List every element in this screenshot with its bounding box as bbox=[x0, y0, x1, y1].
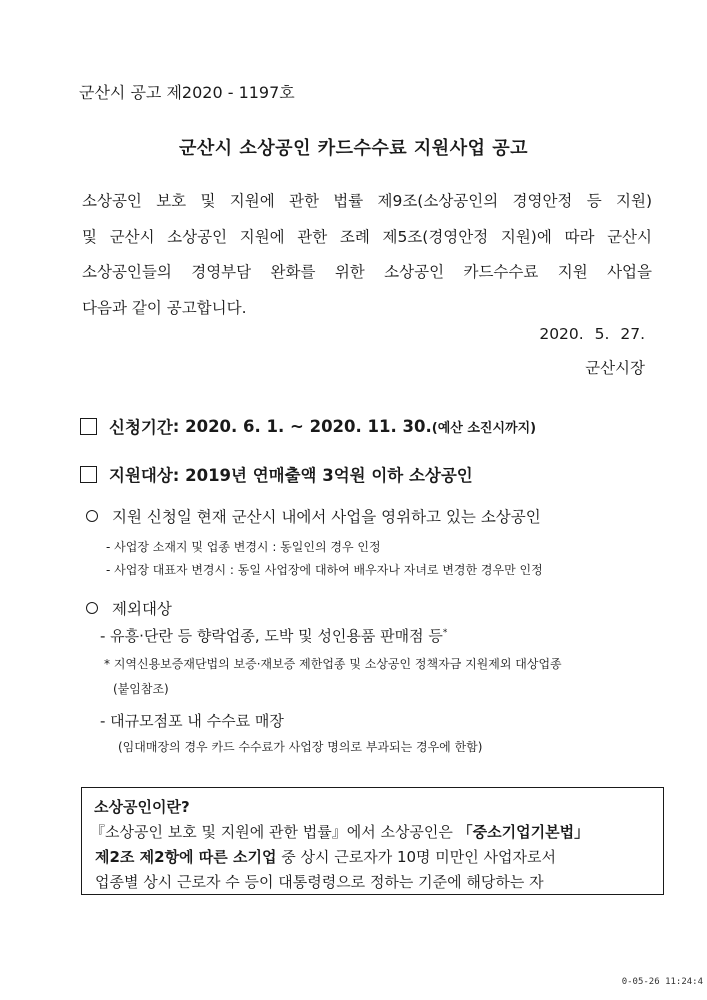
exclusion-item bbox=[100, 625, 447, 646]
definition-law-name: 「중소기업기본법」 bbox=[457, 823, 590, 841]
body-line: 소상공인 보호 및 지원에 관한 법률 제9조(소상공인의 경영안정 등 지원) bbox=[82, 192, 652, 210]
fax-timestamp: 0-05-26 11:24:4 bbox=[621, 977, 703, 987]
definition-line bbox=[95, 846, 556, 867]
eligibility-subitem: - 사업장 대표자 변경시 : 동일 사업장에 대하여 배우자나 자녀로 변경한 경우만 인정 bbox=[106, 563, 543, 577]
circle-bullet-icon bbox=[86, 510, 98, 522]
definition-line: 업종별 상시 근로자 수 등이 대통령령으로 정하는 기준에 해당하는 자 bbox=[95, 873, 544, 891]
exclusion-item: - 대규모점포 내 수수료 매장 bbox=[100, 712, 284, 730]
definition-line bbox=[90, 821, 589, 842]
checkbox-square-icon bbox=[80, 466, 97, 483]
document-title: 군산시 소상공인 카드수수료 지원사업 공고 bbox=[178, 138, 529, 159]
section-value: : 2019년 연매출액 3억원 이하 소상공인 bbox=[172, 466, 473, 485]
circle-bullet-icon bbox=[86, 602, 98, 614]
body-line: 다음과 같이 공고합니다. bbox=[82, 298, 247, 317]
exclusion-item-text: - 유흥·단란 등 향락업종, 도박 및 성인용품 판매점 등 bbox=[100, 627, 443, 645]
exclusion-heading-text: 제외대상 bbox=[112, 600, 172, 618]
section-eligibility bbox=[80, 462, 473, 486]
eligibility-item-text: 지원 신청일 현재 군산시 내에서 사업을 영위하고 있는 소상공인 bbox=[112, 508, 541, 526]
section-note: (예산 소진시까지) bbox=[431, 420, 537, 436]
body-line: 소상공인들의 경영부담 완화를 위한 소상공인 카드수수료 지원 사업을 bbox=[82, 263, 652, 281]
issuer: 군산시장 bbox=[585, 359, 645, 377]
body-line: 및 군산시 소상공인 지원에 관한 조례 제5조(경영안정 지원)에 따라 군산시 bbox=[82, 227, 652, 246]
notice-date: 2020. 5. 27. bbox=[539, 325, 645, 343]
checkbox-square-icon bbox=[80, 418, 97, 435]
exclusion-heading bbox=[86, 597, 172, 619]
section-label: 신청기간 bbox=[109, 418, 173, 437]
definition-text: 중 상시 근로자가 10명 미만인 사업자로서 bbox=[276, 848, 556, 866]
section-value: : 2020. 6. 1. ~ 2020. 11. 30. bbox=[172, 416, 432, 436]
definition-emphasis: 제2조 제2항에 따른 소기업 bbox=[95, 848, 277, 866]
section-label: 지원대상 bbox=[109, 466, 173, 485]
eligibility-subitem: - 사업장 소재지 및 업종 변경시 : 동일인의 경우 인정 bbox=[106, 540, 381, 554]
footnote-mark: * bbox=[442, 628, 448, 638]
eligibility-item bbox=[86, 505, 541, 527]
footnote-continuation: (붙임참조) bbox=[113, 682, 169, 696]
definition-text: 『소상공인 보호 및 지원에 관한 법률』에서 소상공인은 bbox=[90, 823, 458, 841]
section-application-period bbox=[80, 414, 536, 438]
body-paragraph bbox=[82, 184, 652, 326]
definition-title: 소상공인이란? bbox=[94, 798, 190, 816]
notice-number: 군산시 공고 제2020 - 1197호 bbox=[79, 83, 295, 102]
footnote: * 지역신용보증재단법의 보증·재보증 제한업종 및 소상공인 정책자금 지원제외 대상업종 bbox=[104, 657, 562, 671]
exclusion-note: (임대매장의 경우 카드 수수료가 사업장 명의로 부과되는 경우에 한함) bbox=[118, 740, 483, 754]
